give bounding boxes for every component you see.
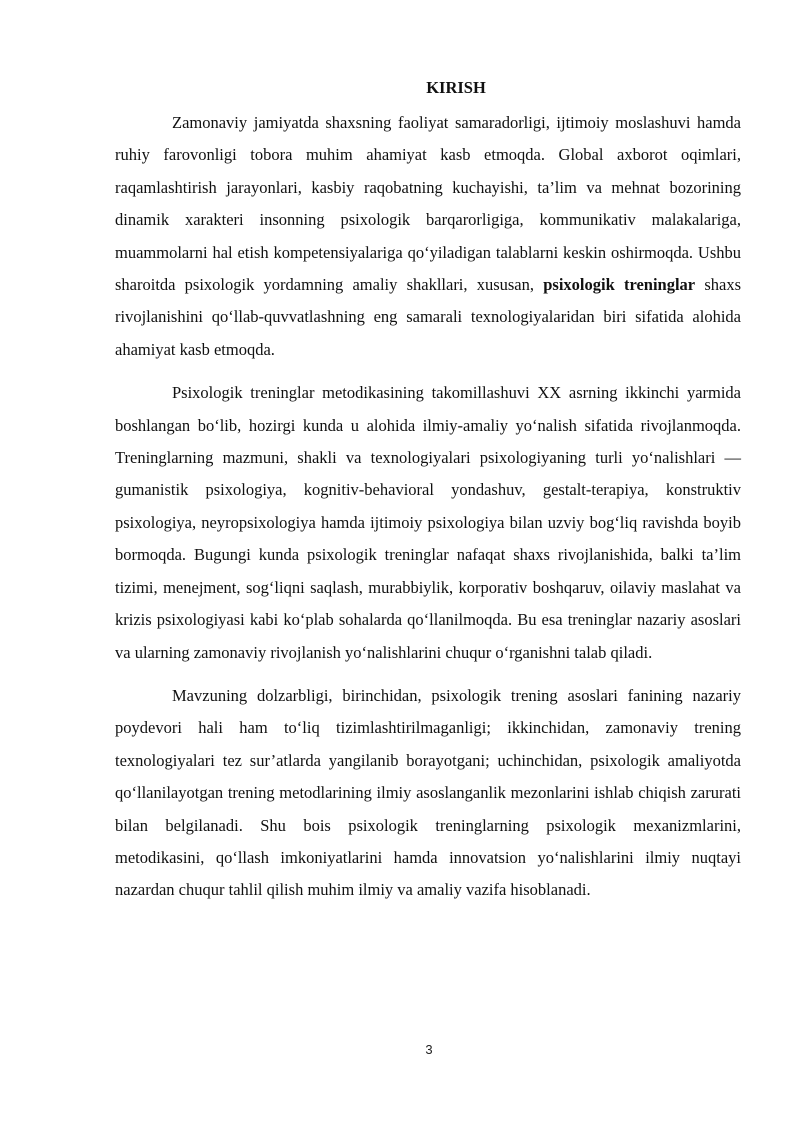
paragraph-1-text-after: shaxs rivojlanishini qo‘llab-quvvatlashning eng samarali texnologiyalaridan biri sifatida alohida ahamiyat kasb etmoqda. [115, 275, 742, 359]
page-number: 3 [425, 1042, 433, 1057]
section-heading: KIRISH [426, 78, 486, 97]
paragraph-3: Mavzuning dolzarbligi, birinchidan, psixologik trening asoslari fanining nazariy poydevori hali ham to‘liq tizimlashtirilmaganligi; ikkinchidan, zamonaviy trening texnologiyalari tez sur’atlarda yangilanib borayotgani; uchinchidan, psixologik amaliyotda qo‘llanilayotgan trening metodlarining ilmiy asoslanganlik mezonlarini ishlab chiqish zarurati bilan belgilanadi. Shu bois psixologik treninglarning psixologik mexanizmlarini, metodikasini, qo‘llash imkoniyatlarini hamda innovatsion yo‘nalishlarini ilmiy nuqtayi nazardan chuqur tahlil qilish muhim ilmiy va amaliy vazifa hisoblanadi. [115, 685, 741, 900]
paragraph-1-bold-term: psixologik treninglar [543, 275, 696, 295]
paragraph-1 [115, 107, 741, 366]
paragraph-2: Psixologik treninglar metodikasining takomillashuvi XX asrning ikkinchi yarmida boshlangan bo‘lib, hozirgi kunda u alohida ilmiy-amaliy yo‘nalish sifatida rivojlanmoqda. Treninglarning mazmuni, shakli va texnologiyalari psixologiyaning turli yo‘nalishlari — gumanistik psixologiya, kognitiv-behavioral yondashuv, gestalt-terapiya, konstruktiv psixologiya, neyropsixologiya hamda ijtimoiy psixologiya bilan uzviy bog‘liq ravishda boyib bormoqda. Bugungi kunda psixologik treninglar nafaqat shaxs rivojlanishida, balki ta’lim tizimi, menejment, sog‘liqni saqlash, murabbiylik, korporativ boshqaruv, oilaviy maslahat va krizis psixologiyasi kabi ko‘plab sohalarda qo‘llanilmoqda. Bu esa treninglar nazariy asoslari va ularning zamonaviy rivojlanish yo‘nalishlarini chuqur o‘rganishni talab qiladi. [115, 383, 741, 662]
paragraph-1-text-before: Zamonaviy jamiyatda shaxsning faoliyat samaradorligi, ijtimoiy moslashuvi hamda ruhiy farovonligi tobora muhim ahamiyat kasb etmoqda. Global axborot oqimlari, raqamlashtirish jarayonlari, kasbiy raqobatning kuchayishi, ta’lim va mehnat bozorining dinamik xarakteri insonning psixologik barqarorligiga, kommunikativ malakalariga, muammolarni hal etish kompetensiyalariga qo‘yiladigan talablarni keskin oshirmoqda. Ushbu sharoitda psixologik yordamning amaliy shakllari, xususan, [115, 113, 741, 295]
page-content [115, 74, 741, 918]
